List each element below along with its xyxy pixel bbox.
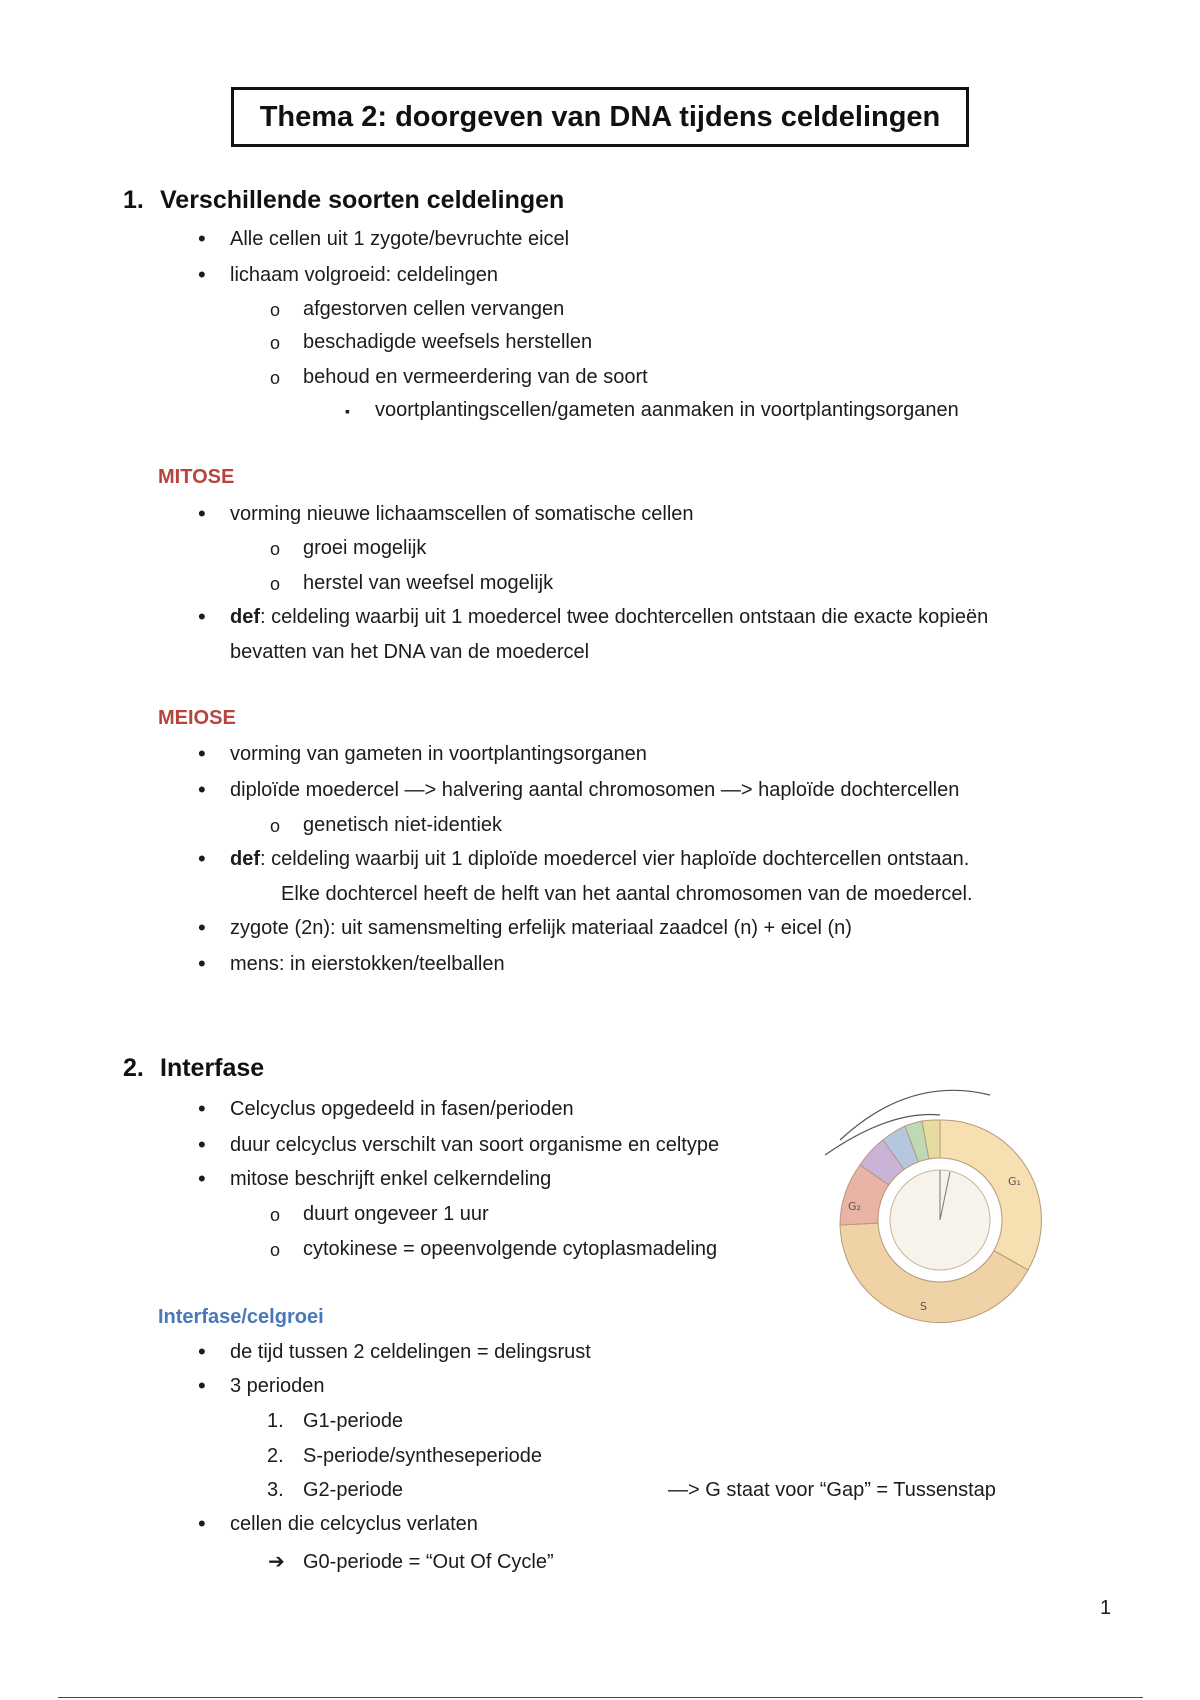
- list-item: • Alle cellen uit 1 zygote/bevruchte eicel: [230, 226, 569, 252]
- item-text: G2-periode: [303, 1479, 404, 1501]
- section-number: 1.: [123, 186, 144, 214]
- mitose-heading: MITOSE: [158, 466, 235, 488]
- list-item: o behoud en vermeerdering van de soort: [303, 364, 648, 390]
- list-item: • vorming van gameten in voortplantingsorganen: [230, 741, 647, 767]
- section-title: Interfase: [160, 1054, 265, 1082]
- section-number: 2.: [123, 1054, 144, 1082]
- list-item: • mens: in eierstokken/teelballen: [230, 951, 505, 977]
- gap-note: —> G staat voor “Gap” = Tussenstap: [668, 1479, 996, 1501]
- item-number: 1.: [267, 1410, 284, 1432]
- page-title: Thema 2: doorgeven van DNA tijdens celdelingen: [231, 87, 969, 147]
- list-item: [230, 604, 988, 630]
- list-item: o herstel van weefsel mogelijk: [303, 570, 553, 596]
- item-number: 2.: [267, 1445, 284, 1467]
- list-item: • 3 perioden: [230, 1373, 325, 1399]
- section-2-heading: [123, 1054, 264, 1083]
- footer-divider: [58, 1697, 1143, 1698]
- list-item: • de tijd tussen 2 celdelingen = delingsrust: [230, 1339, 591, 1365]
- cell-cycle-diagram: [800, 1080, 1100, 1360]
- section-title: Verschillende soorten celdelingen: [160, 186, 565, 214]
- list-item: • vorming nieuwe lichaamscellen of somatische cellen: [230, 501, 694, 527]
- section-1-heading: [123, 186, 564, 215]
- def-label: def: [230, 848, 260, 870]
- g2-label: G₂: [848, 1200, 861, 1213]
- s-label: S: [920, 1300, 927, 1313]
- list-item: ▪ voortplantingscellen/gameten aanmaken in voortplantingsorganen: [375, 397, 959, 423]
- item-number: 3.: [267, 1479, 284, 1501]
- list-item: • lichaam volgroeid: celdelingen: [230, 262, 498, 288]
- list-item: • Celcyclus opgedeeld in fasen/perioden: [230, 1096, 574, 1122]
- def-text-continued: Elke dochtercel heeft de helft van het aantal chromosomen van de moedercel.: [281, 883, 973, 905]
- list-item: • zygote (2n): uit samensmelting erfelijk materiaal zaadcel (n) + eicel (n): [230, 915, 852, 941]
- g1-label: G₁: [1008, 1175, 1021, 1188]
- list-item: • cellen die celcyclus verlaten: [230, 1511, 478, 1537]
- def-label: def: [230, 606, 260, 628]
- list-item: o cytokinese = opeenvolgende cytoplasmadeling: [303, 1236, 717, 1262]
- list-item: o groei mogelijk: [303, 535, 426, 561]
- item-text: S-periode/syntheseperiode: [303, 1445, 543, 1467]
- g0-item: [268, 1549, 554, 1575]
- list-item: o duurt ongeveer 1 uur: [303, 1201, 489, 1227]
- list-item: o genetisch niet-identiek: [303, 812, 502, 838]
- list-item: • duur celcyclus verschilt van soort organisme en celtype: [230, 1132, 719, 1158]
- numbered-item: [267, 1408, 404, 1434]
- item-text: G0-periode = “Out Of Cycle”: [303, 1551, 554, 1573]
- page-number: 1: [1100, 1597, 1112, 1619]
- arrow-icon: ➔: [268, 1551, 285, 1573]
- list-item: • diploïde moedercel —> halvering aantal chromosomen —> haploïde dochtercellen: [230, 777, 959, 803]
- def-text: : celdeling waarbij uit 1 moedercel twee dochtercellen ontstaan die exacte kopieën: [260, 606, 989, 628]
- list-item: o afgestorven cellen vervangen: [303, 296, 564, 322]
- def-text: : celdeling waarbij uit 1 diploïde moedercel vier haploïde dochtercellen ontstaan.: [260, 848, 970, 870]
- list-item: o beschadigde weefsels herstellen: [303, 329, 592, 355]
- def-text-continued: bevatten van het DNA van de moedercel: [230, 641, 590, 663]
- interfase-heading: Interfase/celgroei: [158, 1306, 324, 1328]
- numbered-item: [267, 1477, 404, 1503]
- list-item: [230, 846, 969, 872]
- meiose-heading: MEIOSE: [158, 707, 236, 729]
- list-item: • mitose beschrijft enkel celkerndeling: [230, 1166, 551, 1192]
- numbered-item: [267, 1443, 543, 1469]
- item-text: G1-periode: [303, 1410, 404, 1432]
